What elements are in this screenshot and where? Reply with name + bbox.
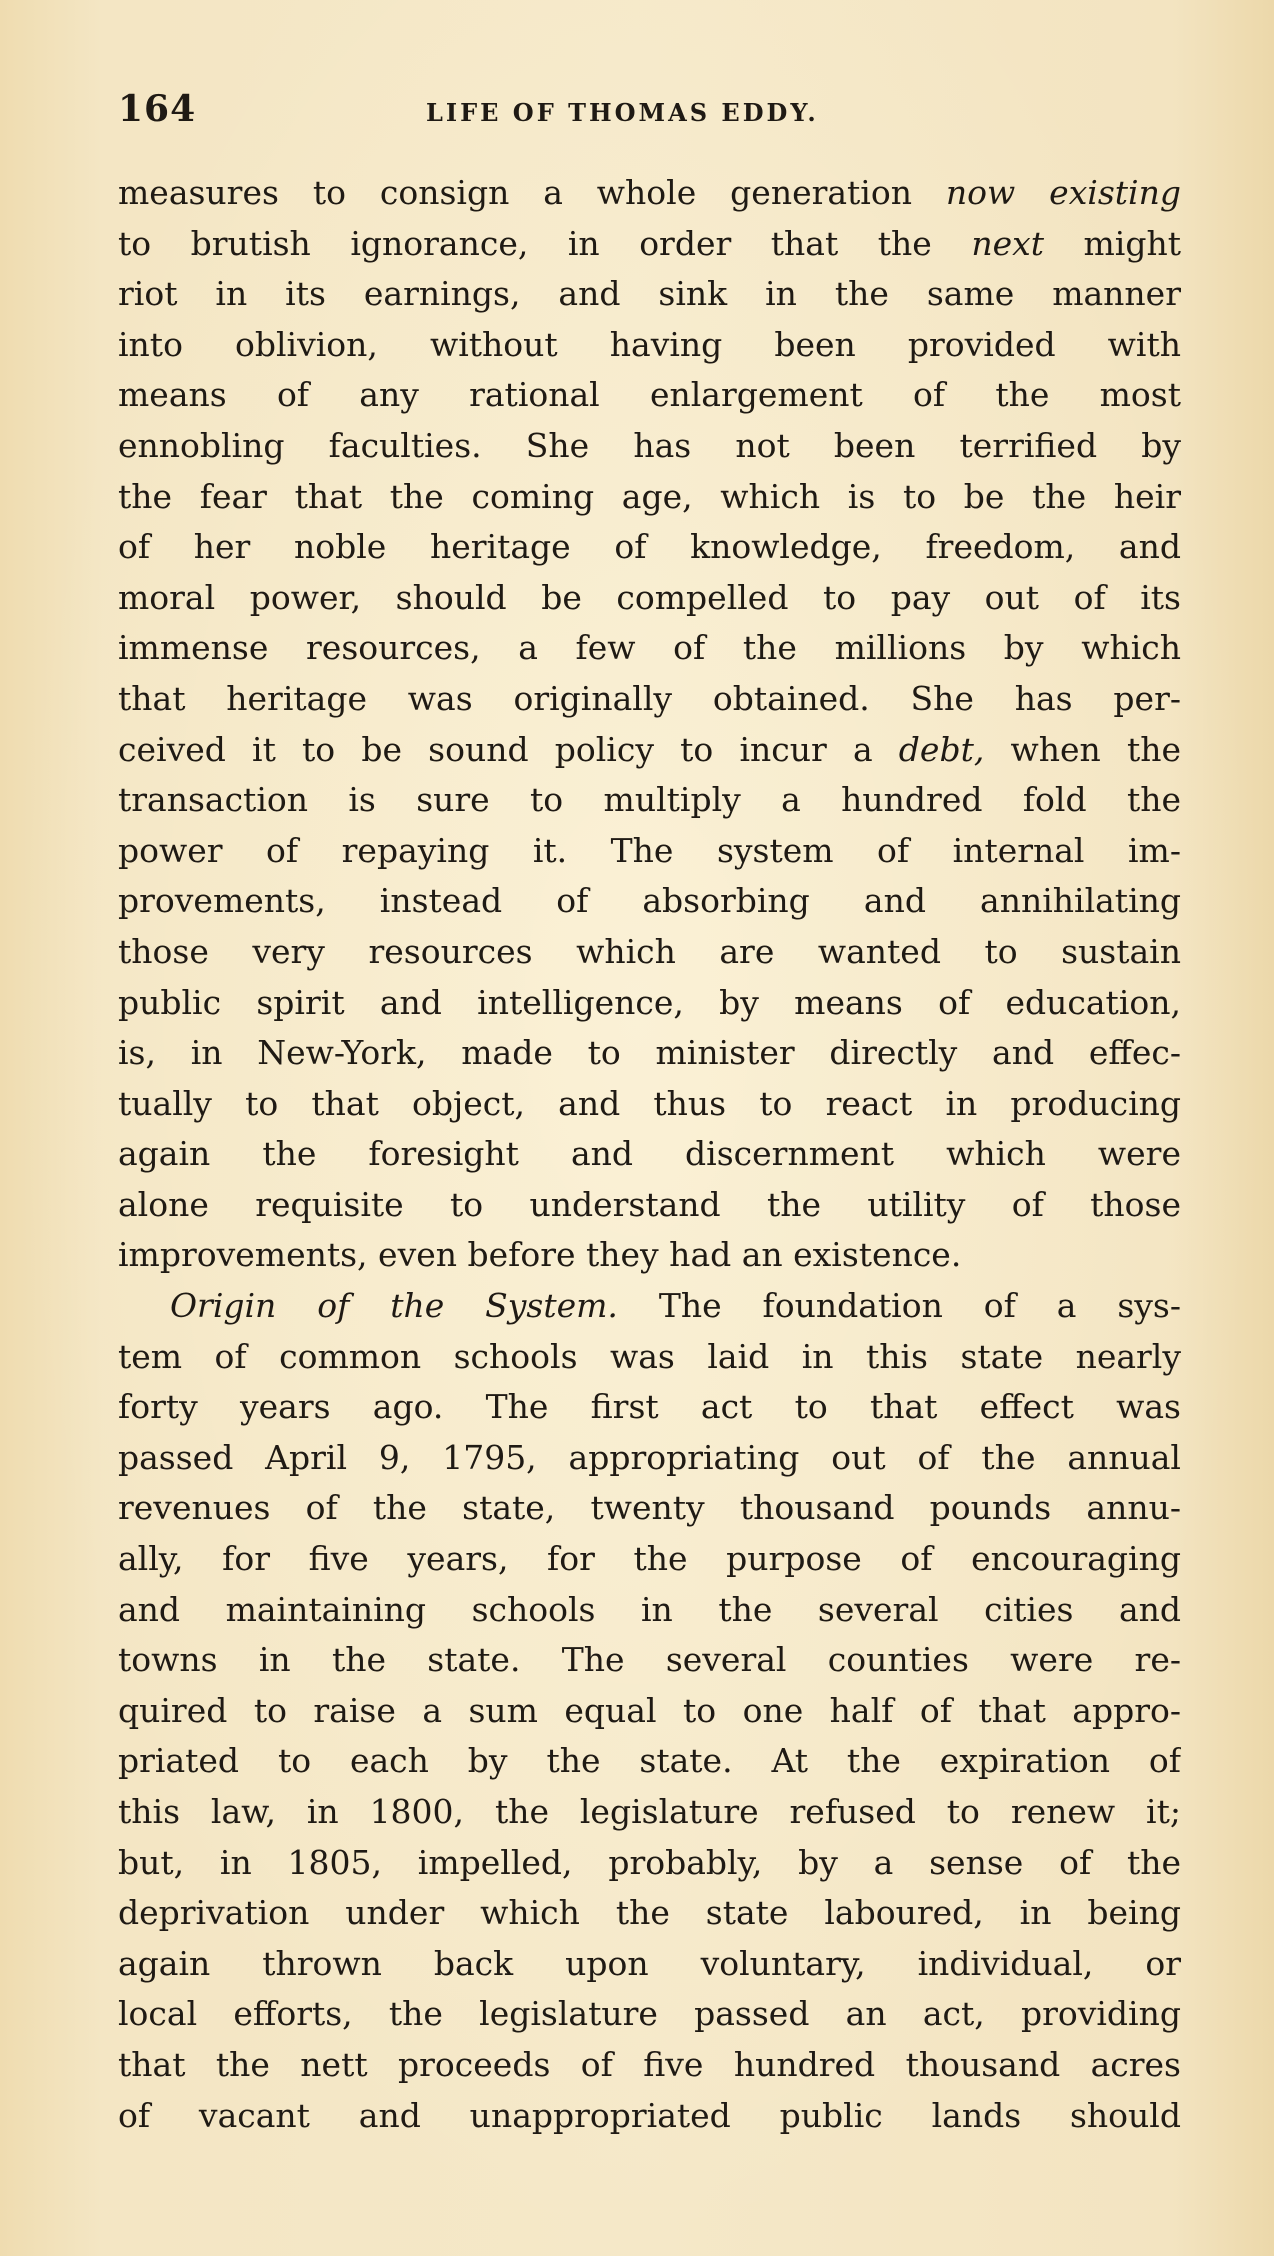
text-line — [118, 219, 1181, 270]
text-line: local efforts, the legislature passed an act, providing — [118, 1994, 1181, 2034]
text-line: means of any rational enlargement of the most — [118, 375, 1181, 415]
text-line: transaction is sure to multiply a hundred fold the — [118, 780, 1181, 820]
text-line: ally, for five years, for the purpose of encouraging — [118, 1539, 1181, 1579]
italic-run: next — [971, 223, 1044, 263]
body-text — [118, 168, 1181, 2141]
text-line: passed April 9, 1795, appropriating out of the annual — [118, 1437, 1181, 1477]
paragraph-start-line — [118, 1281, 1181, 1332]
text-run: might — [1043, 223, 1181, 263]
text-line: improvements, even before they had an existence. — [118, 1235, 962, 1275]
text-line: the fear that the coming age, which is to be the heir — [118, 476, 1181, 516]
text-line: is, in New-York, made to minister directly and effec- — [118, 1033, 1181, 1073]
text-line: of vacant and unappropriated public lands should — [118, 2095, 1181, 2135]
text-line: moral power, should be compelled to pay out of its — [118, 577, 1181, 617]
text-line — [118, 168, 1181, 219]
text-line: tem of common schools was laid in this state nearly — [118, 1336, 1181, 1376]
text-run: The foundation of a sys- — [617, 1286, 1181, 1326]
text-line: towns in the state. The several counties were re- — [118, 1640, 1181, 1680]
text-line: quired to raise a sum equal to one half of that appro- — [118, 1690, 1181, 1730]
page-header — [118, 88, 1181, 144]
text-line: revenues of the state, twenty thousand pounds annu- — [118, 1488, 1181, 1528]
text-line: power of repaying it. The system of internal im- — [118, 830, 1181, 870]
page-number: 164 — [118, 88, 197, 130]
text-line: riot in its earnings, and sink in the same manner — [118, 274, 1181, 314]
side-heading: Origin of the System. — [170, 1286, 618, 1326]
italic-run: debt, — [898, 729, 985, 769]
text-line: that heritage was originally obtained. She has per- — [118, 678, 1181, 718]
text-line: provements, instead of absorbing and annihilating — [118, 881, 1181, 921]
text-line: tually to that object, and thus to react in producing — [118, 1083, 1181, 1123]
text-line: again the foresight and discernment which were — [118, 1134, 1181, 1174]
text-line: again thrown back upon voluntary, individual, or — [118, 1943, 1181, 1983]
text-line — [118, 725, 1181, 776]
text-line: that the nett proceeds of five hundred thousand acres — [118, 2044, 1181, 2084]
text-line: immense resources, a few of the millions by which — [118, 628, 1181, 668]
italic-run: now existing — [945, 173, 1181, 212]
text-run: when the — [984, 729, 1181, 769]
text-line: public spirit and intelligence, by means of education, — [118, 982, 1181, 1022]
text-line: forty years ago. The first act to that effect was — [118, 1387, 1181, 1427]
text-line: alone requisite to understand the utility of those — [118, 1184, 1181, 1224]
text-line: ennobling faculties. She has not been terrified by — [118, 425, 1181, 465]
text-line: but, in 1805, impelled, probably, by a sense of the — [118, 1842, 1181, 1882]
text-line: into oblivion, without having been provided with — [118, 324, 1181, 364]
text-line: and maintaining schools in the several cities and — [118, 1589, 1181, 1629]
text-run: to brutish ignorance, in order that the — [118, 223, 972, 263]
text-line: this law, in 1800, the legislature refused to renew it; — [118, 1792, 1181, 1831]
running-title: LIFE OF THOMAS EDDY. — [426, 98, 819, 127]
text-line: those very resources which are wanted to sustain — [118, 931, 1181, 971]
text-line: of her noble heritage of knowledge, freedom, and — [118, 527, 1181, 567]
text-run: ceived it to be sound policy to incur a — [118, 729, 899, 769]
text-run: measures to consign a whole generation — [118, 173, 946, 212]
text-line: deprivation under which the state laboured, in being — [118, 1893, 1181, 1933]
text-line: priated to each by the state. At the expiration of — [118, 1741, 1181, 1781]
